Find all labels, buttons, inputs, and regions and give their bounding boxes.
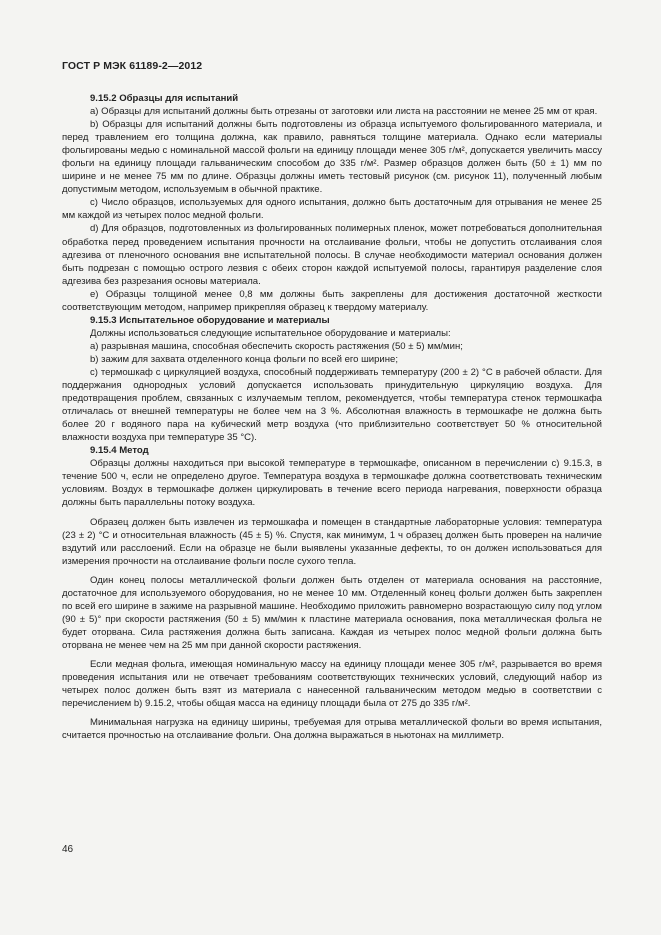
paragraph: Если медная фольга, имеющая номинальную массу на единицу площади менее 305 г/м², разрывается во время проведения испытания или не отвечает требованиям соответствующих технических условий, следующий набор из четырех полос должен быть взят из материала с нанесенной гальваническим методом медью в соответствии с перечислением b) 9.15.2, чтобы общая масса на единицу площади была от 275 до 335 г/м². [62,658,602,710]
section-heading: 9.15.2 Образцы для испытаний [90,93,239,104]
paragraph: d) Для образцов, подготовленных из фольгированных полимерных пленок, может потребоваться дополнительная обработка перед проведением испытания прочности на отслаивание фольги, чтобы не допустить отслаивания слоя адгезива от пленочного основания вне испытательной полосы. В случае необходимости материал основания должен быть подрезан с помощью острого лезвия с обеих сторон каждой испытуемой полосы, гарантируя разделение слоя адгезива без разрезания основы материала. [62,223,602,287]
paragraph: c) Число образцов, используемых для одного испытания, должно быть достаточным для отрывания не менее 25 мм каждой из четырех полос медной фольги. [62,197,602,222]
paragraph: Должны использоваться следующие испытательное оборудование и материалы: [90,327,451,339]
section-heading: 9.15.3 Испытательное оборудование и материалы [90,314,330,326]
paragraph: b) зажим для захвата отделенного конца фольги по всей его ширине; [90,353,399,365]
paragraph: b) Образцы для испытаний должны быть подготовлены из образца испытуемого фольгированного материала, и перед травлением его толщина должна, как правило, равняться толщине материала. Однако если материалы фольгированы медью с номинальной массой фольги на единицу площади менее 305 г/м², допускается увеличить массу фольги на единицу площади гальваническим способом до 335 г/м². Размер образцов должен быть (50 ± 1) мм по ширине и не менее 75 мм по длине. Образцы должны иметь тестовый рисунок (см. рисунок 11), полученный любым допустимым методом, используемым в обычной практике. [62,119,602,196]
paragraph: a) Образцы для испытаний должны быть отрезаны от заготовки или листа на расстоянии не менее 25 мм от края. [90,106,598,118]
paragraph: c) термошкаф с циркуляцией воздуха, способный поддерживать температуру (200 ± 2) °C в рабочей области. Для поддержания однородных условий допускается использовать принудительную циркуляцию воздуха. Для предотвращения проблем, связанных с излучаемым теплом, рекомендуется, чтобы температура стенок термошкафа отличалась от внешней температуры не более чем на 3 %. Абсолютная влажность в термошкафе не должна быть более 20 г водяного пара на кубический метр воздуха (что приблизительно соответствует 50 % относительной влажности воздуха при температуре 35 °C). [62,366,602,444]
paragraph: Образцы должны находиться при высокой температуре в термошкафе, описанном в перечислении c) 9.15.3, в течение 500 ч, если не определено другое. Температура воздуха в термошкафе должна соответствовать техническим условиям. Воздух в термошкафе должен циркулировать в течение всего периода нагревания, поверхности образца должны быть параллельны потоку воздуха. [62,458,602,509]
section-heading: 9.15.4 Метод [90,445,149,457]
paragraph: a) разрывная машина, способная обеспечить скорость растяжения (50 ± 5) мм/мин; [90,340,463,352]
paragraph: Образец должен быть извлечен из термошкафа и помещен в стандартные лабораторные условия: температура (23 ± 2) °C и относительная влажность (45 ± 5) %. Спустя, как минимум, 1 ч образец должен быть проверен на наличие вздутий или расслоений. Если на образце не были выявлены указанные дефекты, то он должен использоваться для измерения прочности на отслаивание фольги после сухого тепла. [62,516,602,567]
paragraph: e) Образцы толщиной менее 0,8 мм должны быть закреплены для достижения достаточной жесткости соответствующим методом, например прикрепляя образец к твердому материалу. [62,288,602,313]
document-body [62,92,602,742]
document-header: ГОСТ Р МЭК 61189-2—2012 [62,60,203,72]
paragraph: Один конец полосы металлической фольги должен быть отделен от материала основания на расстояние, достаточное для используемого оборудования, но не менее 10 мм. Отделенный конец фольги должен быть закреплен по всей его ширине в зажиме на разрывной машине. Необходимо приложить равномерно возрастающую силу под углом (90 ± 5)° при скорости растяжения (50 ± 5) мм/мин к пластине материала основания, пока металлическая фольга не будет оторвана. Сила растяжения должна быть записана. Каждая из четырех полос медной фольги должна быть оторвана не менее чем на 25 мм при данной скорости растяжения. [62,574,602,651]
page-number: 46 [62,844,74,855]
paragraph: Минимальная нагрузка на единицу ширины, требуемая для отрыва металлической фольги во время испытания, считается прочностью на отслаивание фольги. Она должна выражаться в ньютонах на миллиметр. [62,717,602,742]
